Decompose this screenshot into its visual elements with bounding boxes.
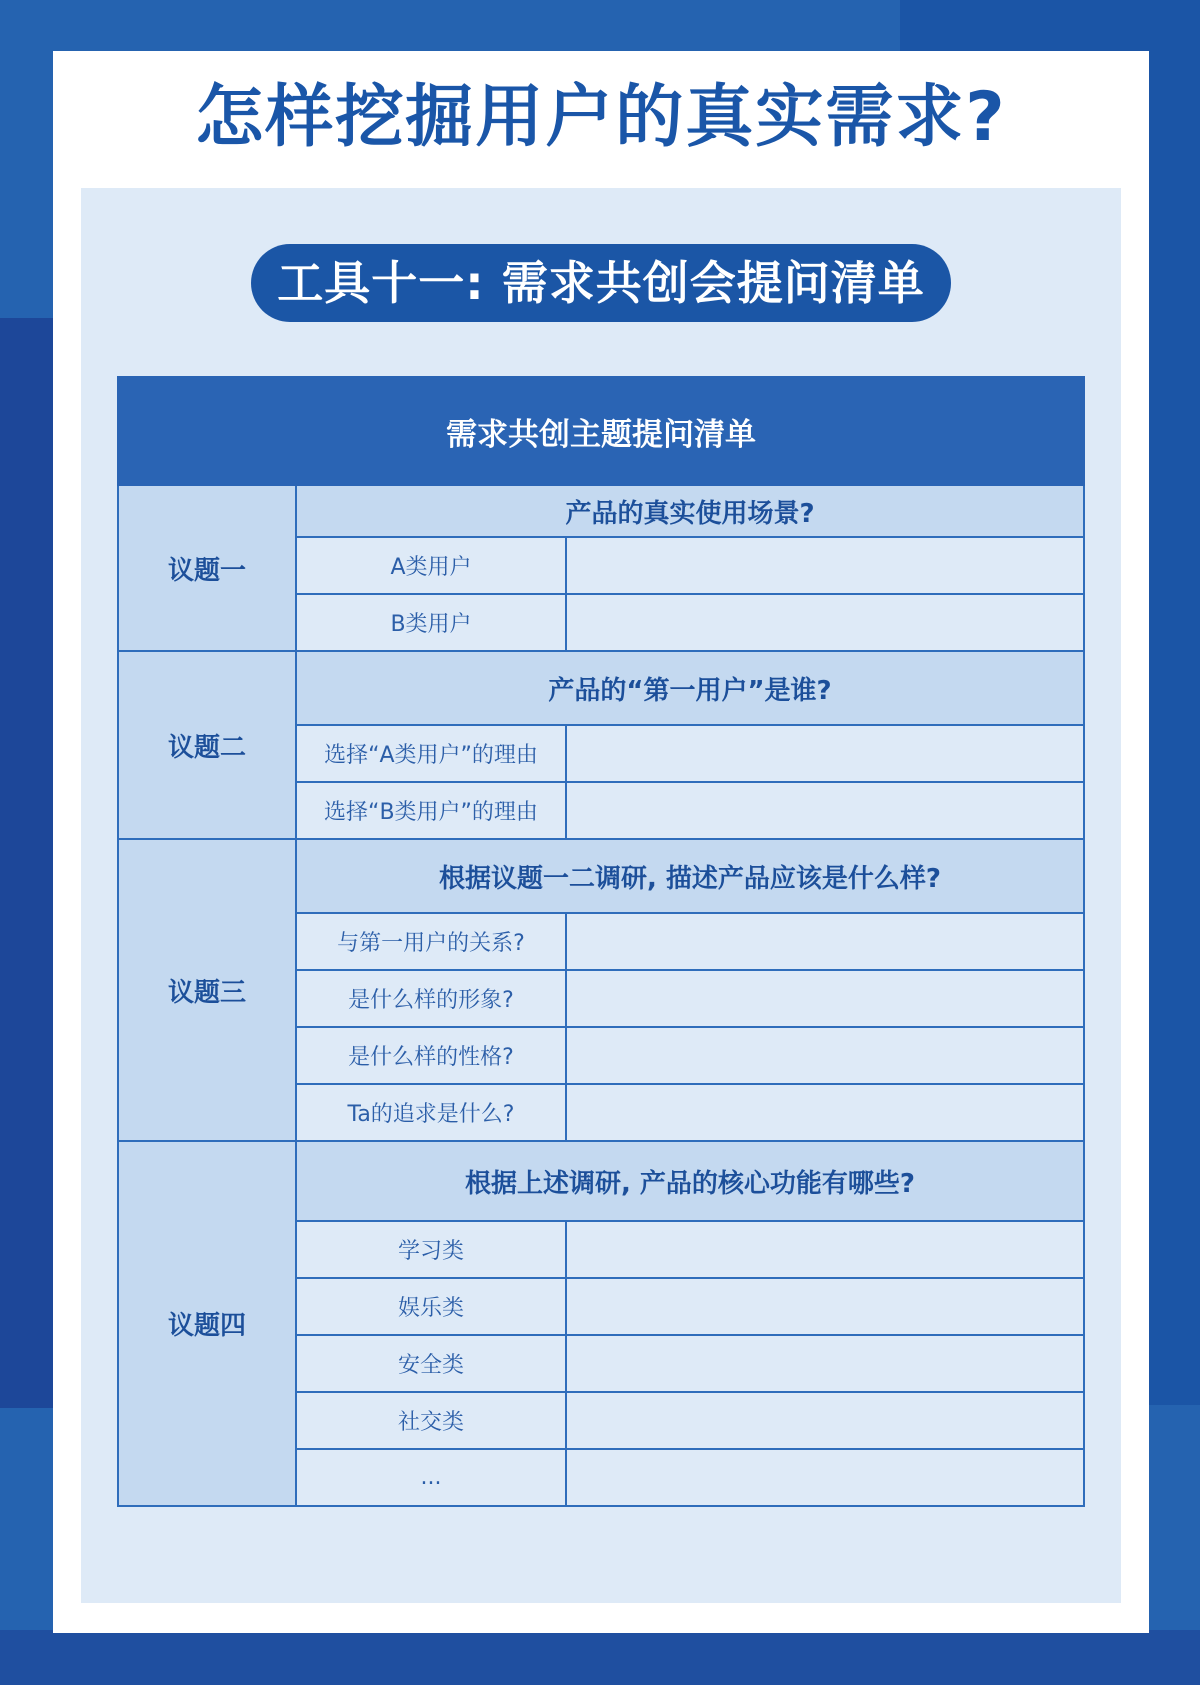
item-label: Ta的追求是什么?	[296, 1084, 566, 1141]
item-label: 学习类	[296, 1221, 566, 1278]
item-label: 选择“B类用户”的理由	[296, 782, 566, 839]
item-label: ...	[296, 1449, 566, 1506]
background-band-left	[0, 318, 60, 1408]
background-band-right	[1140, 60, 1200, 1405]
content-card	[53, 51, 1149, 1633]
background-band-bottom	[0, 1630, 1200, 1685]
table-row	[118, 839, 1084, 913]
table-row	[118, 1141, 1084, 1221]
answer-cell[interactable]	[566, 594, 1084, 651]
item-label: 是什么样的性格?	[296, 1027, 566, 1084]
item-label: 娱乐类	[296, 1278, 566, 1335]
item-label: 安全类	[296, 1335, 566, 1392]
topic-question: 产品的“第一用户”是谁?	[296, 651, 1084, 725]
table-row	[118, 651, 1084, 725]
item-label: 选择“A类用户”的理由	[296, 725, 566, 782]
answer-cell[interactable]	[566, 913, 1084, 970]
topic-label: 议题二	[118, 651, 296, 839]
tool-label-pill: 工具十一: 需求共创会提问清单	[251, 244, 951, 322]
answer-cell[interactable]	[566, 970, 1084, 1027]
topic-label: 议题三	[118, 839, 296, 1141]
item-label: 社交类	[296, 1392, 566, 1449]
answer-cell[interactable]	[566, 725, 1084, 782]
table-header: 需求共创主题提问清单	[118, 377, 1084, 485]
page-title: 怎样挖掘用户的真实需求?	[195, 78, 1007, 157]
tool-panel	[81, 188, 1121, 1603]
table-row	[118, 485, 1084, 537]
answer-cell[interactable]	[566, 1449, 1084, 1506]
table-header-row	[118, 377, 1084, 485]
topic-label: 议题四	[118, 1141, 296, 1506]
item-label: A类用户	[296, 537, 566, 594]
answer-cell[interactable]	[566, 1278, 1084, 1335]
topic-question: 根据上述调研, 产品的核心功能有哪些?	[296, 1141, 1084, 1221]
topic-question: 产品的真实使用场景?	[296, 485, 1084, 537]
topic-label: 议题一	[118, 485, 296, 651]
item-label: B类用户	[296, 594, 566, 651]
question-table	[117, 376, 1085, 1507]
answer-cell[interactable]	[566, 1335, 1084, 1392]
item-label: 是什么样的形象?	[296, 970, 566, 1027]
answer-cell[interactable]	[566, 537, 1084, 594]
answer-cell[interactable]	[566, 1084, 1084, 1141]
answer-cell[interactable]	[566, 782, 1084, 839]
answer-cell[interactable]	[566, 1392, 1084, 1449]
topic-question: 根据议题一二调研, 描述产品应该是什么样?	[296, 839, 1084, 913]
answer-cell[interactable]	[566, 1221, 1084, 1278]
answer-cell[interactable]	[566, 1027, 1084, 1084]
item-label: 与第一用户的关系?	[296, 913, 566, 970]
